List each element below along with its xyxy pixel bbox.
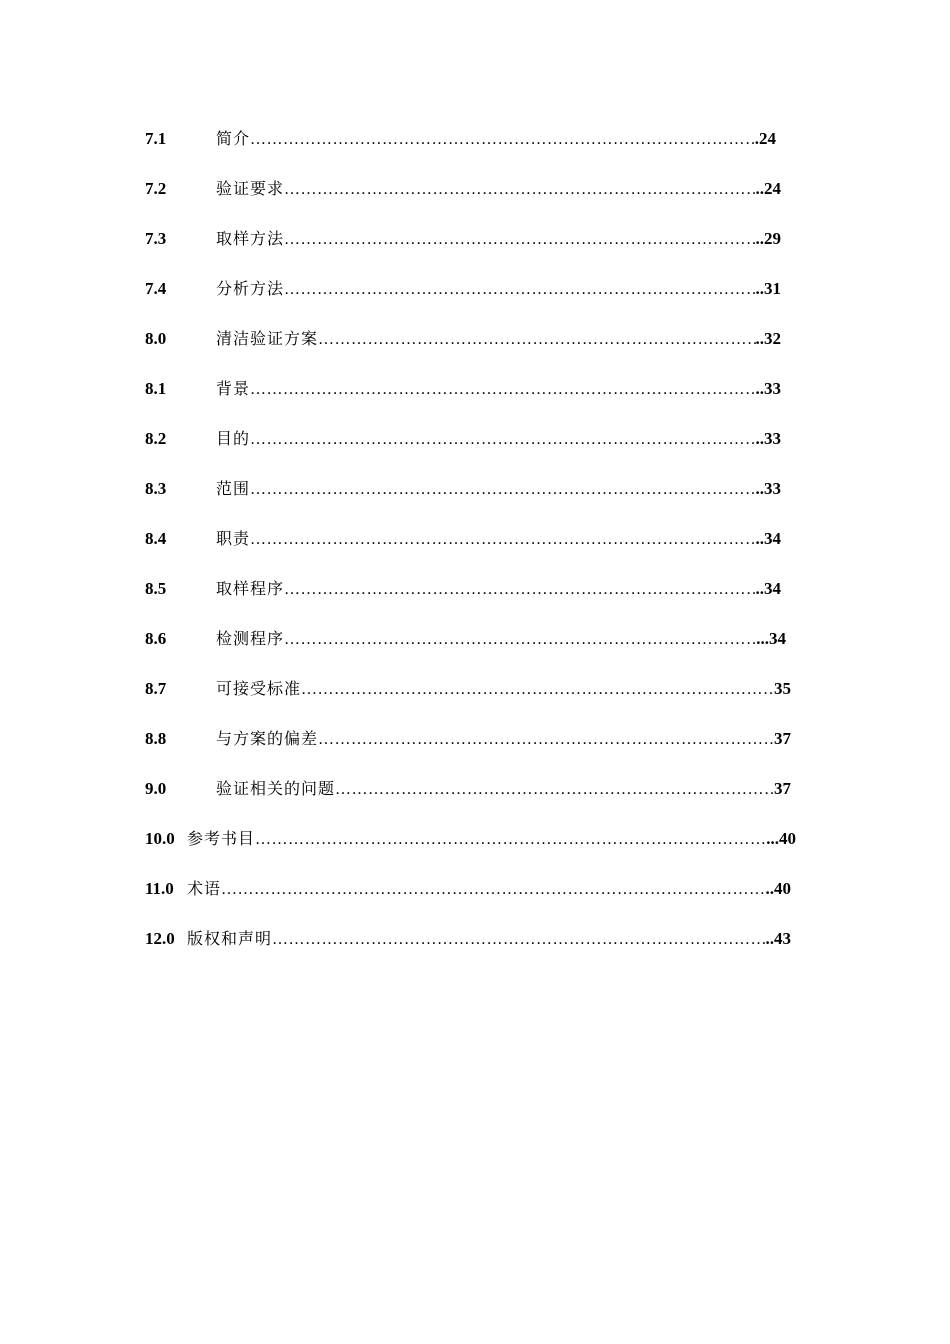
toc-entry-number: 11.0 [145,879,174,898]
toc-entry-title: 背景 [216,379,251,398]
toc-entry-title: 术语 [187,879,222,898]
toc-entry-title: 范围 [216,479,251,498]
toc-entry-number: 8.6 [145,629,167,648]
toc-entry-8-7[interactable] [145,676,791,702]
toc-entry-number: 7.2 [145,179,167,198]
toc-entry-title: 版权和声明 [187,929,273,948]
toc-entry-page: 37 [774,779,791,798]
toc-entry-title: 参考书目 [187,829,256,848]
toc-entry-number: 7.4 [145,279,167,298]
toc-entry-7-4[interactable] [145,276,781,302]
toc-entry-page: ..34 [755,529,781,548]
toc-entry-number: 10.0 [145,829,175,848]
dot-leader [250,527,755,553]
dot-leader [250,477,755,503]
toc-entry-9-0[interactable] [145,776,791,802]
dot-leader [284,627,756,653]
toc-entry-page: ..33 [755,379,781,398]
dot-leader [318,327,755,353]
toc-entry-title: 简介 [216,129,251,148]
toc-entry-number: 9.0 [145,779,167,798]
toc-entry-number: 8.0 [145,329,167,348]
toc-entry-page: ..29 [755,229,781,248]
toc-entry-title: 目的 [216,429,251,448]
toc-entry-number: 7.3 [145,229,167,248]
dot-leader [335,777,774,803]
toc-entry-title: 检测程序 [216,629,285,648]
toc-entry-page: ..31 [755,279,781,298]
toc-entry-number: 8.5 [145,579,167,598]
dot-leader [221,877,765,903]
toc-entry-8-1[interactable] [145,376,781,402]
toc-entry-number: 8.7 [145,679,167,698]
toc-entry-title: 验证要求 [216,179,285,198]
toc-entry-page: .24 [754,129,776,148]
toc-entry-page: ..33 [755,429,781,448]
toc-entry-title: 清洁验证方案 [216,329,319,348]
dot-leader [250,127,755,153]
dot-leader [250,377,755,403]
toc-entry-page: ..34 [755,579,781,598]
toc-entry-number: 12.0 [145,929,175,948]
toc-entry-8-4[interactable] [145,526,781,552]
toc-entry-title: 与方案的偏差 [216,729,319,748]
toc-entry-8-5[interactable] [145,576,781,602]
dot-leader [284,177,755,203]
dot-leader [250,427,755,453]
toc-entry-title: 职责 [216,529,251,548]
toc-entry-11-0[interactable] [145,876,791,902]
toc-entry-8-2[interactable] [145,426,781,452]
toc-entry-page: ..32 [755,329,781,348]
toc-entry-title: 取样方法 [216,229,285,248]
toc-entry-page: ..43 [765,929,791,948]
toc-entry-8-8[interactable] [145,726,791,752]
toc-entry-title: 验证相关的问题 [216,779,336,798]
dot-leader [318,727,774,753]
dot-leader [272,927,765,953]
toc-entry-page: ..40 [765,879,791,898]
toc-entry-8-0[interactable] [145,326,781,352]
toc-entry-number: 8.8 [145,729,167,748]
toc-entry-number: 8.4 [145,529,167,548]
toc-entry-title: 可接受标准 [216,679,302,698]
toc-entry-page: ..24 [755,179,781,198]
toc-entry-8-6[interactable] [145,626,786,652]
toc-entry-page: ...40 [766,829,796,848]
dot-leader [284,277,755,303]
toc-entry-number: 7.1 [145,129,167,148]
toc-entry-page: 35 [774,679,791,698]
toc-entry-title: 分析方法 [216,279,285,298]
toc-entry-7-3[interactable] [145,226,781,252]
toc-entry-page: ...34 [756,629,786,648]
toc-entry-10-0[interactable] [145,826,796,852]
toc-entry-8-3[interactable] [145,476,781,502]
toc-entry-number: 8.3 [145,479,167,498]
toc-entry-12-0[interactable] [145,926,791,952]
toc-entry-page: 37 [774,729,791,748]
dot-leader [284,577,755,603]
dot-leader [255,827,766,853]
toc-entry-number: 8.2 [145,429,167,448]
toc-entry-7-2[interactable] [145,176,781,202]
toc-entry-title: 取样程序 [216,579,285,598]
toc-entry-number: 8.1 [145,379,167,398]
dot-leader [284,227,755,253]
dot-leader [301,677,774,703]
toc-entry-7-1[interactable] [145,126,776,152]
toc-entry-page: ..33 [755,479,781,498]
